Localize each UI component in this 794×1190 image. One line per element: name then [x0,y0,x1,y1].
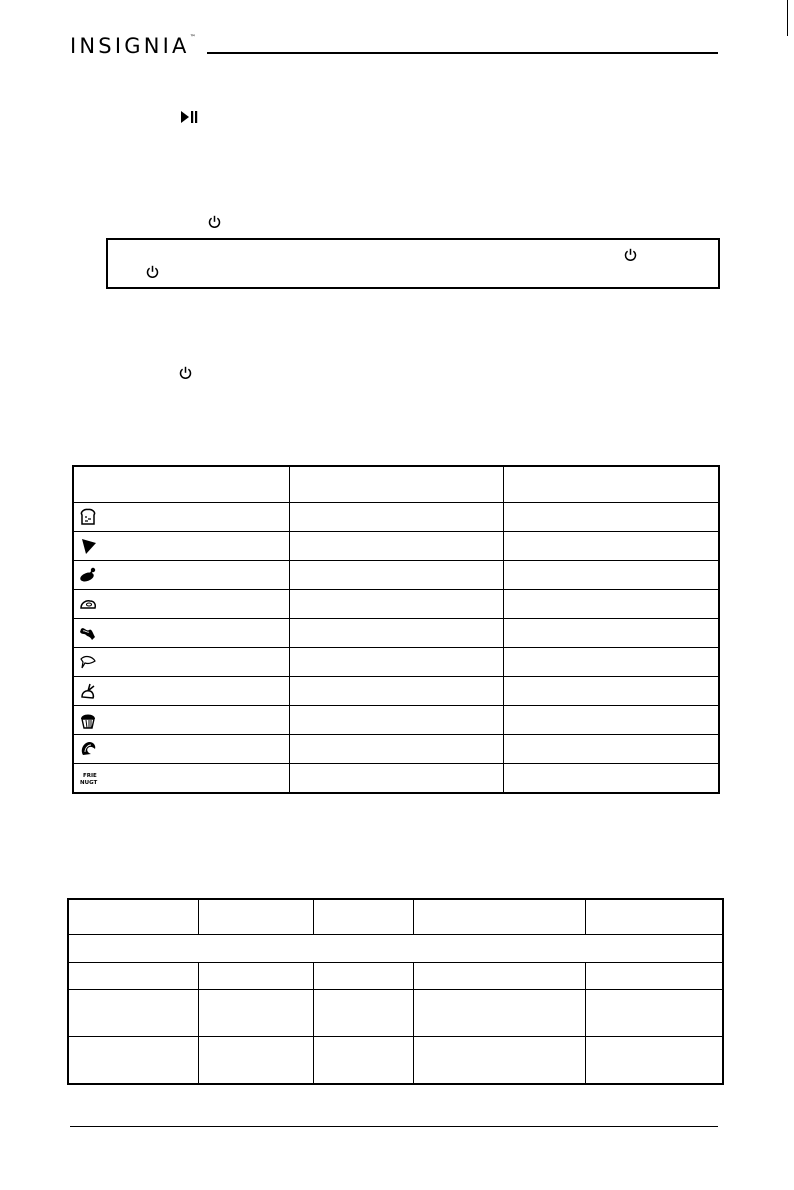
power-icon [146,265,159,279]
table-row [73,561,719,590]
steak-icon [79,595,97,613]
header-rule [207,52,718,54]
table-row [73,648,719,677]
table-row [73,503,719,532]
toast-icon [79,508,97,526]
note-box [106,238,720,289]
preset-table [72,465,720,794]
fries-nugget-icon [79,769,99,787]
table-header-row [68,899,723,935]
muffin-icon [79,711,97,729]
table-row [68,1037,723,1085]
table-row [73,706,719,735]
table-row [73,735,719,764]
power-icon [624,248,637,262]
specifications-table [67,898,724,1085]
shrimp-icon [79,740,97,758]
power-icon [179,366,192,380]
table-row [73,532,719,561]
svg-text:FRIE: FRIE [83,773,97,779]
play-pause-icon [180,111,200,123]
table-row [68,990,723,1037]
table-header-row [73,466,719,503]
footer-rule [70,1126,718,1127]
table-row [68,963,723,990]
table-section-row [68,935,723,963]
brand-logo: INSIGNIA™ [70,34,196,58]
page-edge-mark [787,0,788,36]
bacon-icon [79,624,97,642]
table-row [73,590,719,619]
chicken-drumsticks-icon [79,566,97,584]
fish-icon [79,653,97,671]
pizza-icon [79,537,97,555]
power-icon [208,215,221,229]
table-row [73,764,719,794]
table-row [73,677,719,706]
svg-text:NUGT: NUGT [80,780,98,786]
table-row [73,619,719,648]
vegetable-icon [79,682,97,700]
